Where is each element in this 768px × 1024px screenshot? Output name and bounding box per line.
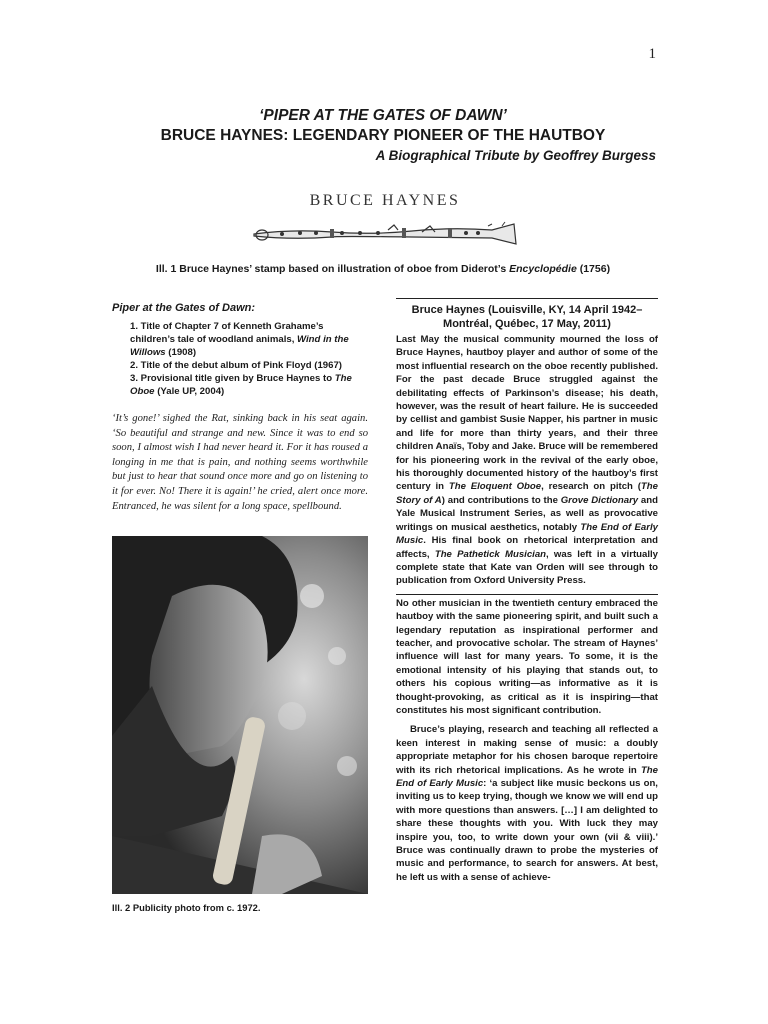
left-column: [112, 302, 368, 525]
photo-caption: Ill. 2 Publicity photo from c. 1972.: [112, 902, 261, 913]
definition-list: [130, 320, 368, 398]
wind-in-willows-quote: ‘It’s gone!’ sighed the Rat, sinking back in his seat again. ‘So beautiful and strange and new. Since it was to end so soon, I almost wish I had never heard it. For it has roused a longing in me that is pain, and nothing seems worthwhile but just to hear that sound once more and go on listening to it for ever. No! There it is again!’ he cried, alert once more. Entranced, he was silent for a long space, spellbound.: [112, 413, 368, 512]
portrait-photo: [112, 536, 368, 894]
title-line-2: BRUCE HAYNES: LEGENDARY PIONEER OF THE HAUTBOY: [160, 127, 606, 144]
stamp-name: BRUCE HAYNES: [309, 192, 461, 209]
stamp-caption: Ill. 1 Bruce Haynes’ stamp based on illustration of oboe from Diderot’s Encyclopédie (1756): [155, 263, 611, 275]
title-block: [110, 106, 656, 165]
oboe-illustration-icon: [252, 216, 518, 252]
definition-item: 1. Title of Chapter 7 of Kenneth Grahame’s children’s tale of woodland animals, Wind in the Willows (1908): [130, 321, 349, 358]
body-paragraph-1: No other musician in the twentieth century embraced the hautboy with the same pioneering spirit, and built such a legendary reputation as inspirational performer and teacher, and provocative scholar. The stream of Haynes’ influence will last for many years. To some, it is the emotional intensity of his playing that stands out, to others his copious writing—as informative as it is thought-provoking, as critical as it is inspiring—that constitutes his most significant contribution.: [396, 597, 658, 716]
oboe-stamp: [252, 190, 518, 256]
definition-item: 3. Provisional title given by Bruce Haynes to The Oboe (Yale UP, 2004): [130, 373, 352, 397]
right-column: [396, 298, 658, 884]
body-paragraph-2: Bruce’s playing, research and teaching all reflected a keen interest in making sense of music: a doubly appropriate metaphor for his chosen baroque repertoire with its rich rhetorical implications. As he wrote in The End of Early Music: ‘a subject like music beckons us on, inviting us to keep trying, though we know we will end up with more questions than answers. […] I am delighted to share these thoughts with you. With luck they may inspire you, too, to write down your own (vii & viii).’ Bruce was continually drawn to probe the mysteries of music and performance, to search for answers. At best, he left us with a sense of achieve-: [396, 724, 658, 883]
subtitle: A Biographical Tribute by Geoffrey Burgess: [375, 148, 656, 163]
page-number: 1: [648, 46, 656, 62]
bio-heading: Bruce Haynes (Louisville, KY, 14 April 1942–Montréal, Québec, 17 May, 2011): [396, 298, 658, 331]
publicity-photo: [112, 536, 368, 894]
section-divider: [396, 594, 658, 595]
title-line-1: ‘PIPER AT THE GATES OF DAWN’: [259, 107, 507, 124]
bio-paragraph: Last May the musical community mourned the loss of Bruce Haynes, hautboy player and author of some of the most influential research on the oboe recently published. For the past decade Bruce struggled against the debilitating effects of Parkinson’s disease; his death, however, was the result of heart failure. He is succeeded by cellist and gambist Susie Napper, his partner in music and life for more than thirty years, and their three children Anaïs, Toby and Jake. Bruce will be remembered for his pioneering work in the revival of the early oboe, his thoroughly documented history of the hautboy’s first century in The Eloquent Oboe, research on pitch (The Story of A) and contributions to the Grove Dictionary and Yale Musical Instrument Series, as well as provocative writings on musical aesthetics, notably The End of Early Music. His final book on rhetorical interpretation and affects, The Pathetick Musician, was left in a virtually complete state that Kate van Orden will see through to publication from Oxford University Press.: [396, 334, 659, 587]
definition-item: 2. Title of the debut album of Pink Floyd (1967): [130, 360, 342, 371]
piper-heading: Piper at the Gates of Dawn:: [112, 302, 256, 314]
